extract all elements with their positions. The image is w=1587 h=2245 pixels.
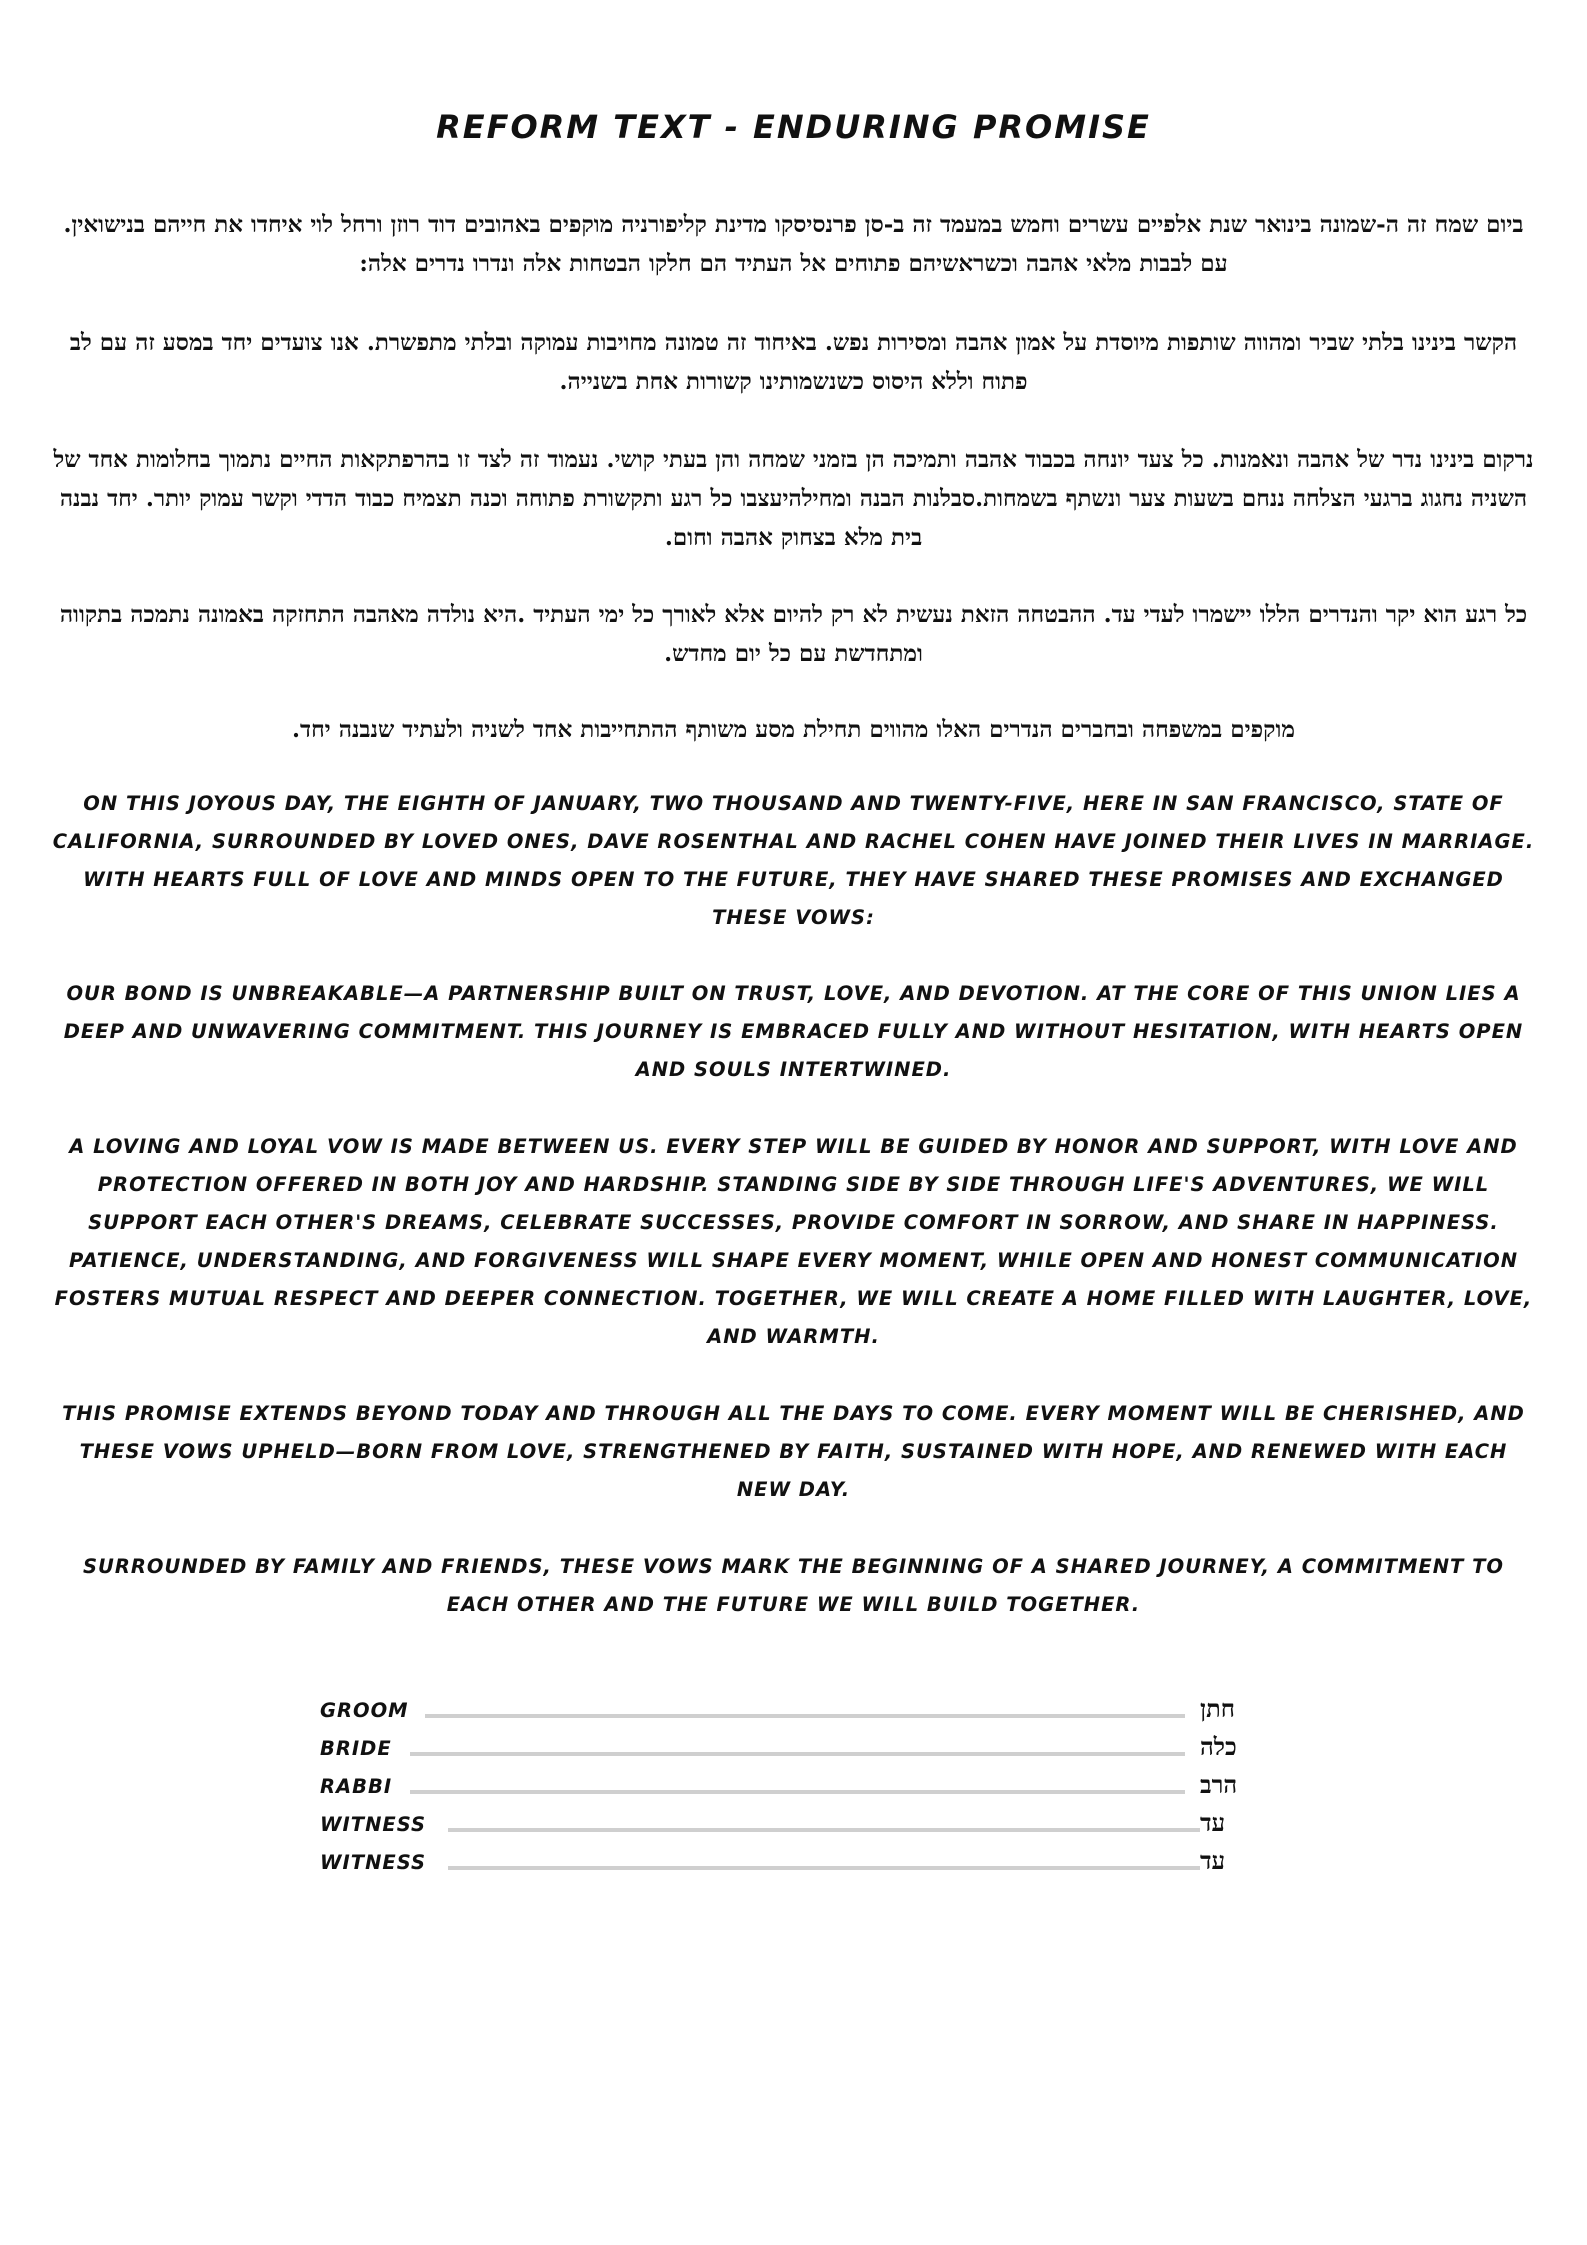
english-paragraph-3: A LOVING AND LOYAL VOW IS MADE BETWEEN US. EVERY STEP WILL BE GUIDED BY HONOR AND SUPPORT, WITH LOVE AND PROTECTION OFFERED IN BOTH JOY AND HARDSHIP. STANDING SIDE BY SIDE THROUGH LIFE'S ADVENTURES, WE WILL SUPPORT EACH OTHER'S DREAMS, CELEBRATE SUCCESSES, PROVIDE COMFORT IN SORROW, AND SHARE IN HAPPINESS. PATIENCE, UNDERSTANDING, AND FORGIVENESS WILL SHAPE EVERY MOMENT, WHILE OPEN AND HONEST COMMUNICATION FOSTERS MUTUAL RESPECT AND DEEPER CONNECTION. TOGETHER, WE WILL CREATE A HOME FILLED WITH LAUGHTER, LOVE, AND WARMTH. xyxy=(54,1135,1533,1348)
signature-label-witness-2-hebrew: עד xyxy=(1200,1846,1226,1875)
signature-label-witness-2: WITNESS xyxy=(320,1851,427,1874)
document-title: REFORM TEXT - ENDURING PROMISE xyxy=(436,108,1151,146)
hebrew-paragraph-4: כל רגע הוא יקר והנדרים הללו יישמרו לעדי עד. ההבטחה הזאת נעשית לא רק להיום אלא לאורך כל ימי העתיד .היא נולדה מאהבה התחזקה באמונה נתמכה בתקווה ומתחדשת עם כל יום מחדש. xyxy=(59,601,1528,667)
signature-row-groom xyxy=(320,1690,1260,1728)
signature-line-witness-2[interactable] xyxy=(448,1866,1200,1870)
signature-label-rabbi-hebrew: הרב xyxy=(1200,1770,1238,1799)
signature-row-bride xyxy=(320,1728,1260,1766)
signature-label-rabbi: RABBI xyxy=(320,1775,393,1798)
signature-row-rabbi xyxy=(320,1766,1260,1804)
signature-label-groom-hebrew: חתן xyxy=(1200,1694,1235,1723)
hebrew-paragraph-5: מוקפים במשפחה ובחברים הנדרים האלו מהווים תחילת מסע משותף ההתחייבות אחד לשניה ולעתיד שנבנה יחד. xyxy=(292,716,1295,743)
signature-label-witness-1-hebrew: עד xyxy=(1200,1808,1226,1837)
signature-line-rabbi[interactable] xyxy=(410,1790,1185,1794)
hebrew-paragraph-1: ביום שמח זה ה-שמונה בינואר שנת אלפיים עשרים וחמש במעמד זה ב-סן פרנסיסקו מדינת קליפורניה מוקפים באהובים דוד רוזן ורחל לוי איחדו את חייהם בנישואין. עם לבבות מלאי אהבה וכשראשיהם פתוחים אל העתיד הם חלקו הבטחות אלה ונדרו נדרים אלה: xyxy=(63,211,1524,277)
english-paragraph-1: ON THIS JOYOUS DAY, THE EIGHTH OF JANUARY, TWO THOUSAND AND TWENTY-FIVE, HERE IN SAN FRANCISCO, STATE OF CALIFORNIA, SURROUNDED BY LOVED ONES, DAVE ROSENTHAL AND RACHEL COHEN HAVE JOINED THEIR LIVES IN MARRIAGE. WITH HEARTS FULL OF LOVE AND MINDS OPEN TO THE FUTURE, THEY HAVE SHARED THESE PROMISES AND EXCHANGED THESE VOWS: xyxy=(52,792,1535,929)
signature-label-witness-1: WITNESS xyxy=(320,1813,427,1836)
hebrew-paragraph-2: הקשר בינינו בלתי שביר ומהווה שותפות מיוסדת על אמון אהבה ומסירות נפש. באיחוד זה טמונה מחויבות עמוקה ובלתי מתפשרת. אנו צועדים יחד במסע זה עם לב פתוח וללא היסוס כשנשמותינו קשורות אחת בשנייה. xyxy=(69,329,1518,395)
english-paragraph-5: SURROUNDED BY FAMILY AND FRIENDS, THESE VOWS MARK THE BEGINNING OF A SHARED JOURNEY, A COMMITMENT TO EACH OTHER AND THE FUTURE WE WILL BUILD TOGETHER. xyxy=(83,1555,1504,1616)
signature-block xyxy=(320,1690,1260,1880)
signature-line-witness-1[interactable] xyxy=(448,1828,1200,1832)
hebrew-paragraph-3: נרקום בינינו נדר של אהבה ונאמנות. כל צעד יונחה בכבוד אהבה ותמיכה הן בזמני שמחה והן בעתי קושי. נעמוד זה לצד זו בהרפתקאות החיים נתמוך בחלומות אחד של השניה נחגוג ברגעי הצלחה ננחם בשעות צער ונשתף בשמחות.סבלנות הבנה ומחילהיעצבו כל רגע ותקשורת פתוחה וכנה תצמיח כבוד הדדי וקשר עמוק יותר. יחד נבנה בית מלא בצחוק אהבה וחום. xyxy=(53,446,1534,551)
signature-label-groom: GROOM xyxy=(320,1699,409,1722)
signature-row-witness-2 xyxy=(320,1842,1260,1880)
signature-label-bride: BRIDE xyxy=(320,1737,392,1760)
signature-line-groom[interactable] xyxy=(425,1714,1185,1718)
signature-row-witness-1 xyxy=(320,1804,1260,1842)
signature-label-bride-hebrew: כלה xyxy=(1200,1732,1237,1761)
english-paragraph-2: OUR BOND IS UNBREAKABLE—A PARTNERSHIP BUILT ON TRUST, LOVE, AND DEVOTION. AT THE CORE OF THIS UNION LIES A DEEP AND UNWAVERING COMMITMENT. THIS JOURNEY IS EMBRACED FULLY AND WITHOUT HESITATION, WITH HEARTS OPEN AND SOULS INTERTWINED. xyxy=(63,982,1524,1081)
english-paragraph-4: THIS PROMISE EXTENDS BEYOND TODAY AND THROUGH ALL THE DAYS TO COME. EVERY MOMENT WILL BE CHERISHED, AND THESE VOWS UPHELD—BORN FROM LOVE, STRENGTHENED BY FAITH, SUSTAINED WITH HOPE, AND RENEWED WITH EACH NEW DAY. xyxy=(62,1402,1525,1501)
signature-line-bride[interactable] xyxy=(410,1752,1185,1756)
